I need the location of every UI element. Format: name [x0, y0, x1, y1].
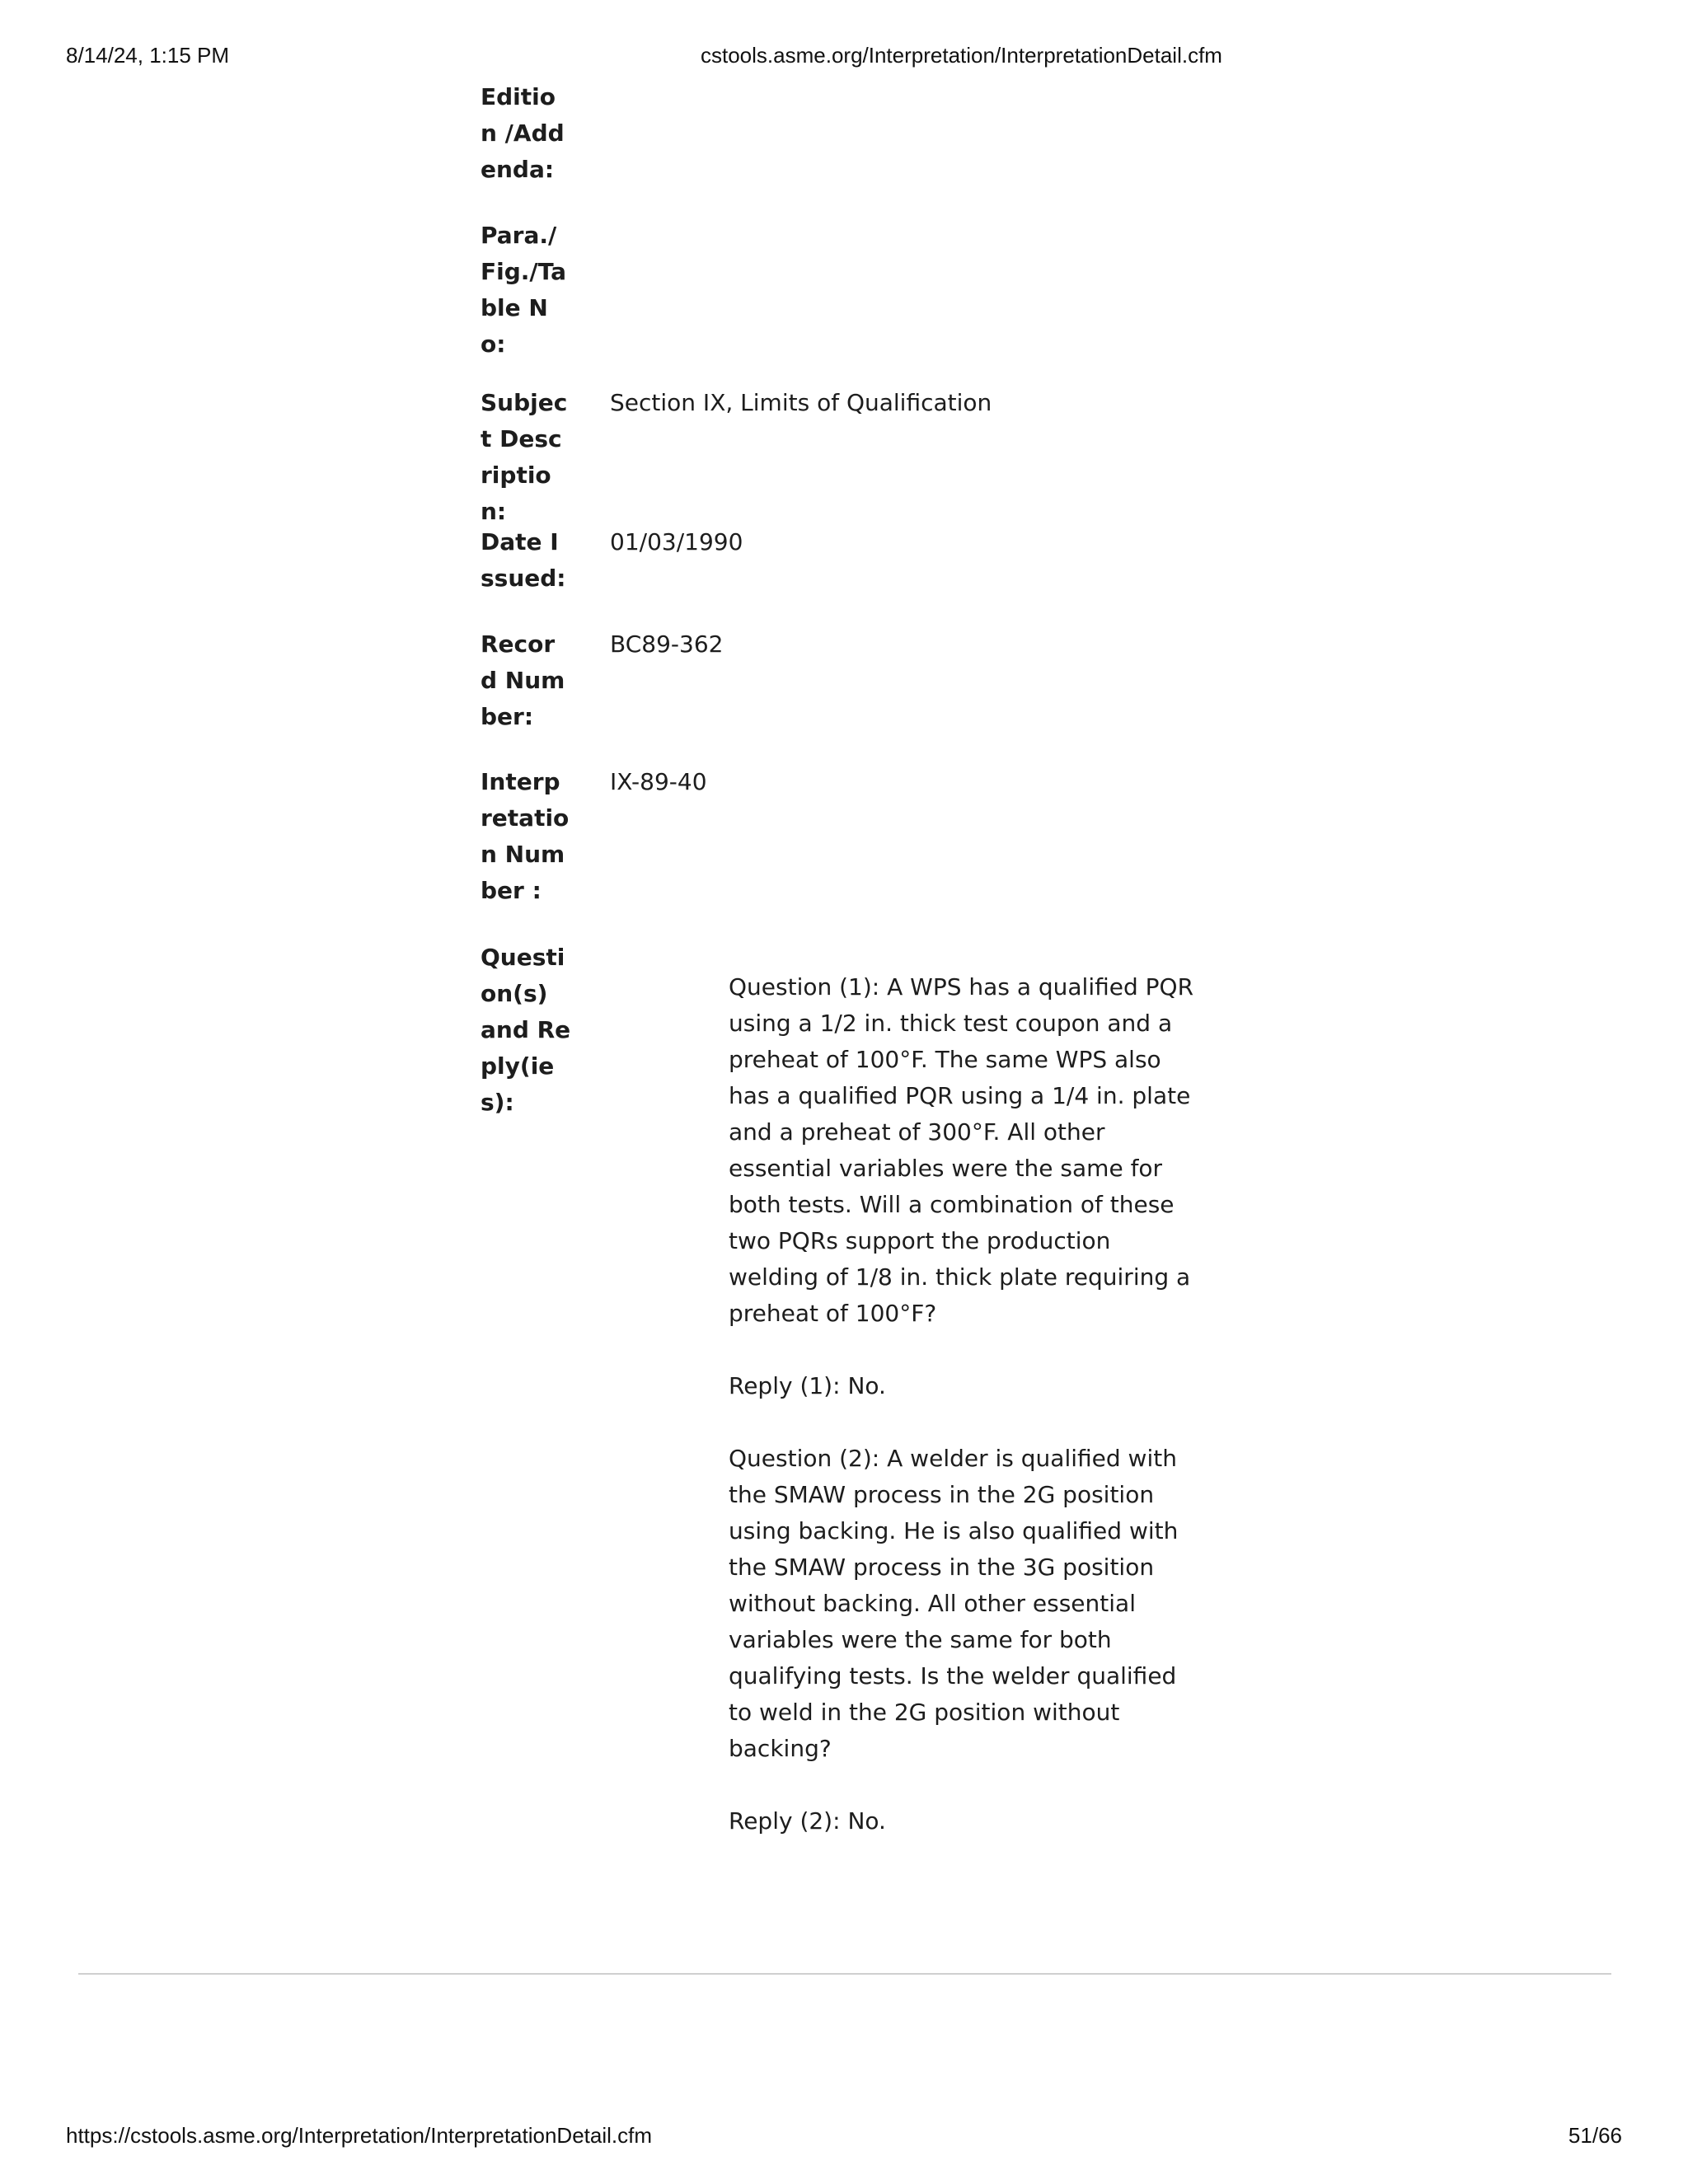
- subject-description-label: Subject Description:: [481, 389, 568, 525]
- questions-replies-body: [729, 969, 1207, 1876]
- record-number-label: Record Number:: [481, 630, 565, 730]
- para-fig-table-label: Para./Fig./Table No:: [481, 222, 567, 358]
- date-issued-label: Date Issued:: [481, 528, 566, 592]
- interpretation-number-label: Interpretation Number :: [481, 768, 570, 904]
- footer-divider: [78, 1973, 1611, 1975]
- reply-1: Reply (1): No.: [729, 1372, 886, 1399]
- edition-addenda-label: Edition /Addenda:: [481, 83, 565, 183]
- date-issued-value: 01/03/1990: [610, 528, 743, 555]
- interpretation-number-value: IX-89-40: [610, 768, 707, 795]
- question-1: Question (1): A WPS has a qualified PQR using a 1/2 in. thick test coupon and a preheat of 100°F. The same WPS also has a qualified PQR using a 1/4 in. plate and a preheat of 300°F. All other essential variables were the same for both tests. Will a combination of these two PQRs support the production welding of 1/8 in. thick plate requiring a preheat of 100°F?: [729, 973, 1194, 1327]
- reply-2: Reply (2): No.: [729, 1807, 886, 1835]
- subject-description-value: Section IX, Limits of Qualification: [610, 389, 992, 416]
- print-header-url: cstools.asme.org/Interpretation/InterpretationDetail.cfm: [701, 43, 1222, 68]
- print-footer-url: https://cstools.asme.org/Interpretation/InterpretationDetail.cfm: [66, 2123, 653, 2148]
- question-2: Question (2): A welder is qualified with the SMAW process in the 2G position using backing. He is also qualified with the SMAW process in the 3G position without backing. All other essential variables were the same for both qualifying tests. Is the welder qualified to weld in the 2G position without backing?: [729, 1445, 1179, 1762]
- print-header-datetime: 8/14/24, 1:15 PM: [66, 43, 230, 68]
- print-footer-page-number: 51/66: [1568, 2123, 1622, 2148]
- questions-replies-label: Question(s) and Reply(ies):: [481, 944, 571, 1116]
- record-number-value: BC89-362: [610, 630, 724, 658]
